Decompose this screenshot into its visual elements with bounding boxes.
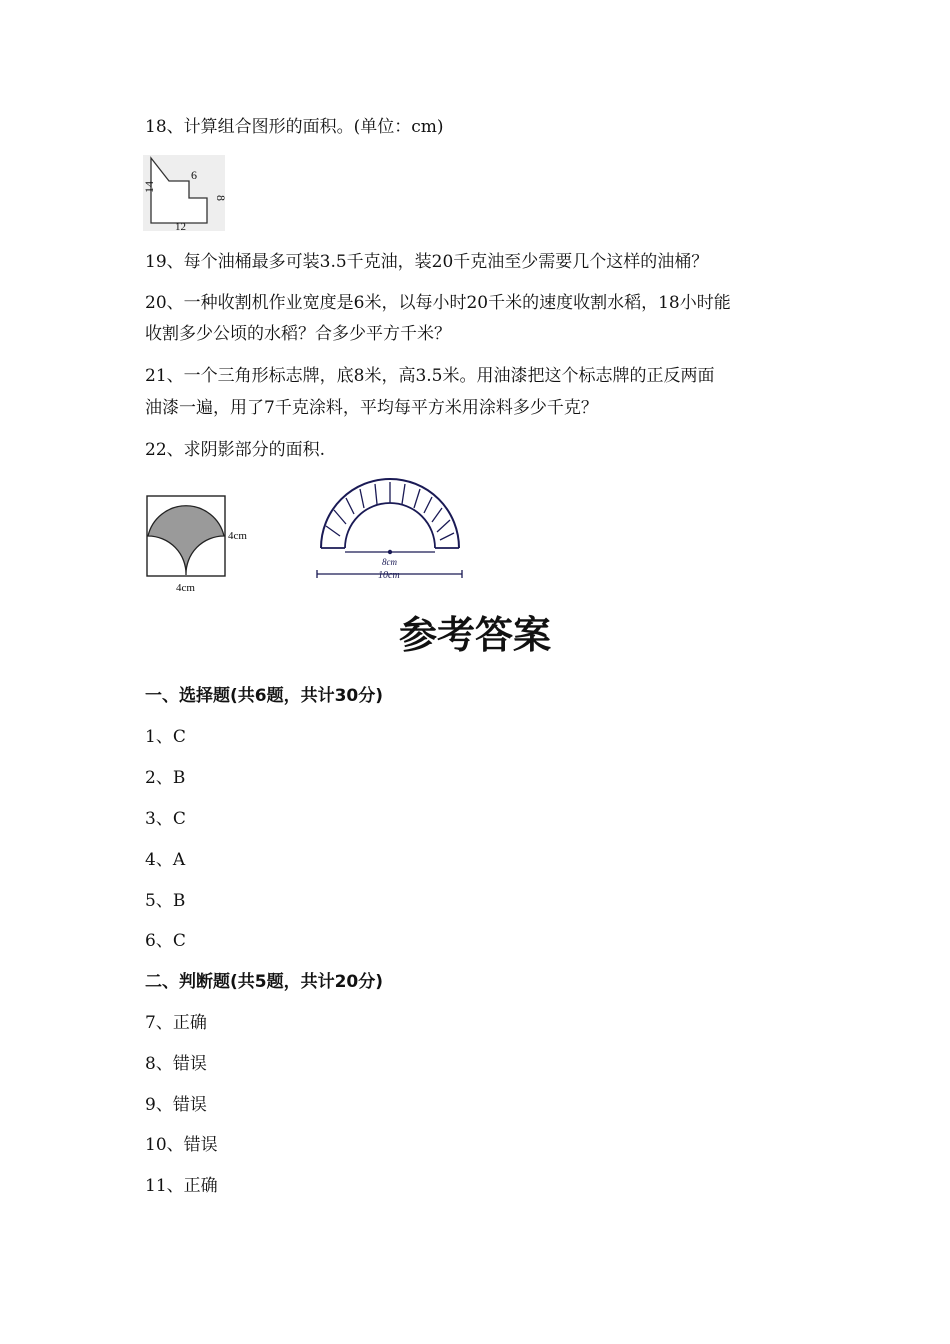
answer-item: 6、C — [145, 931, 186, 951]
figure-18-composite-shape — [142, 155, 228, 233]
answer-item: 11、正确 — [145, 1176, 218, 1196]
answer-item: 3、C — [145, 809, 186, 829]
figure-22-side-label: 4cm — [228, 530, 247, 542]
question-18: 18、计算组合图形的面积。(单位：cm) — [145, 117, 444, 137]
answer-item: 9、错误 — [145, 1095, 207, 1115]
answers-title: 参考答案 — [398, 612, 551, 657]
figure-22-semicircle-ring — [312, 478, 467, 582]
question-21-line-2: 油漆一遍，用了7千克涂料，平均每平方米用涂料多少千克？ — [145, 398, 598, 418]
answer-item: 5、B — [145, 891, 186, 911]
figure-18-label-bottom: 12 — [175, 221, 186, 233]
figure-18-label-left: 14 — [142, 181, 156, 193]
answer-item: 2、B — [145, 768, 186, 788]
answer-item: 10、错误 — [145, 1135, 218, 1155]
question-20-line-2: 收割多少公顷的水稻？合多少平方千米？ — [145, 324, 451, 344]
figure-22-bottom-label: 4cm — [176, 582, 195, 594]
figure-18-label-right: 8 — [214, 195, 228, 201]
answer-item: 1、C — [145, 727, 186, 747]
question-22: 22、求阴影部分的面积. — [145, 440, 326, 460]
answer-item: 7、正确 — [145, 1013, 207, 1033]
question-21-line-1: 21、一个三角形标志牌，底8米，高3.5米。用油漆把这个标志牌的正反两面 — [145, 366, 715, 386]
section-2-heading: 二、判断题(共5题，共计20分) — [145, 972, 384, 992]
answer-item: 8、错误 — [145, 1054, 207, 1074]
figure-22-inner-label: 8cm — [382, 557, 397, 567]
section-1-heading: 一、选择题(共6题，共计30分) — [145, 686, 384, 706]
question-19: 19、每个油桶最多可装3.5千克油，装20千克油至少需要几个这样的油桶？ — [145, 252, 709, 272]
answer-item: 4、A — [145, 850, 186, 870]
figure-22-outer-label: 10cm — [378, 570, 400, 581]
figure-18-label-top: 6 — [191, 168, 197, 182]
figure-22-shaded-square — [143, 492, 258, 596]
question-20-line-1: 20、一种收割机作业宽度是6米，以每小时20千米的速度收割水稻，18小时能 — [145, 293, 731, 313]
